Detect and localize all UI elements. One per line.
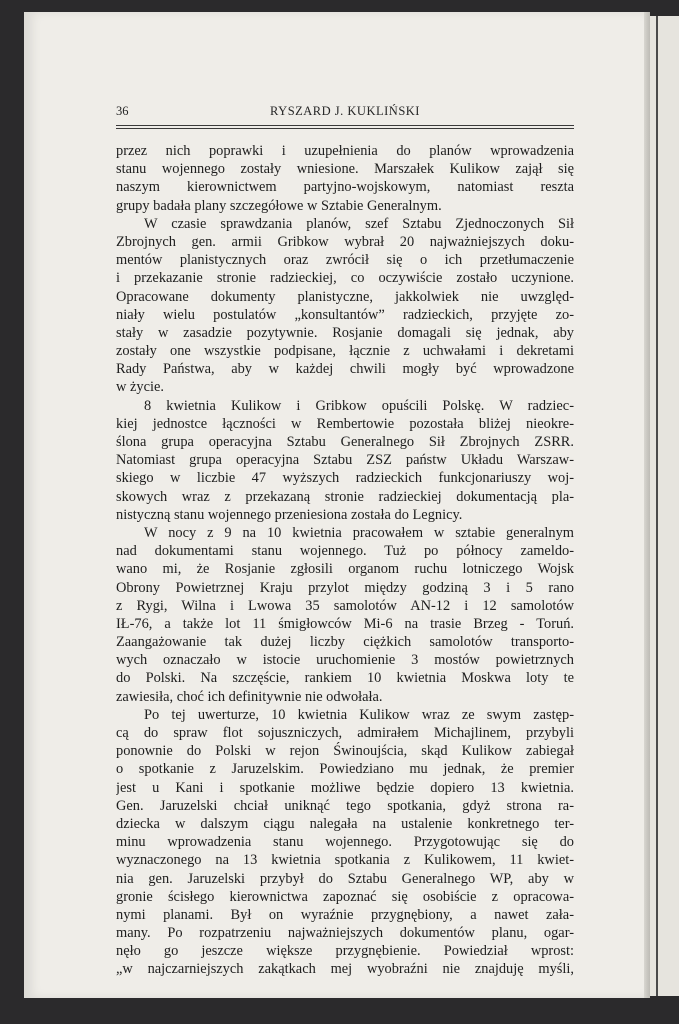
text-line: nia gen. Jaruzelski przybył do Sztabu Generalnego WP, aby w — [116, 870, 574, 887]
text-line: 8 kwietnia Kulikow i Gribkow opuścili Polskę. W radziec- — [144, 397, 574, 414]
text-line: wyznaczonego na 13 kwietnia spotkania z Kulikowem, 11 kwiet- — [116, 852, 574, 869]
text-line: przez nich poprawki i uzupełnienia do planów wprowadzenia — [116, 143, 574, 159]
text-line: stanu wojennego zostały wniesione. Marszałek Kulikow zajął się — [116, 161, 574, 178]
text-line: wych oznaczało w istocie uruchomienie 3 mostów powietrznych — [116, 652, 574, 669]
text-line: skowych wraz z przekazaną stronie radzieckiej dokumentacją pla- — [116, 488, 574, 505]
text-line: mentów planistycznych oraz zwrócił się o ich przetłumaczenie — [116, 252, 574, 269]
text-line: dziecka w dalszym ciągu nalegała na ustalenie konkretnego ter- — [116, 815, 574, 832]
text-line: Gen. Jaruzelski chciał uniknąć tego spotkania, gdyż strona ra- — [116, 797, 574, 814]
text-line: zostały one wszystkie podpisane, łącznie z uchwałami i dekretami — [116, 343, 574, 360]
page-number: 36 — [116, 104, 129, 118]
text-line: gronie ścisłego kierownictwa zapoznać się osobiście z opracowa- — [116, 888, 574, 905]
text-line: nymi planami. Był on wyraźnie przygnębiony, a nawet zała- — [116, 906, 574, 923]
text-line: nęło go jeszcze większe przygnębienie. Powiedział wprost: — [116, 943, 574, 960]
text-line: o spotkanie z Jaruzelskim. Powiedziano mu jednak, że premier — [116, 761, 574, 778]
text-line: jest u Kani i spotkanie możliwe będzie dopiero 13 kwietnia. — [116, 779, 574, 796]
text-line: z Rygi, Wilna i Lwowa 35 samolotów AN-12 i 12 samolotów — [116, 597, 574, 614]
text-line: ponownie do Polski w rejon Świnoujścia, skąd Kulikow zabiegał — [116, 743, 574, 760]
text-line: do Polski. Na szczęście, rankiem 10 kwietnia Moskwa loty te — [116, 670, 574, 687]
text-line: Natomiast grupa operacyjna Sztabu ZSZ państw Układu Warszaw- — [116, 452, 574, 469]
next-page-edge — [650, 16, 679, 996]
text-line: Po tej uwerturze, 10 kwietnia Kulikow wraz ze swym zastęp- — [144, 706, 574, 723]
text-line: w życie. — [116, 379, 164, 396]
text-line: i przekazanie stronie radzieckiej, co oczywiście zostało uczynione. — [116, 270, 574, 287]
body-text — [116, 142, 574, 979]
text-line: cą do spraw flot sojuszniczych, admirałem Michajlinem, przybyli — [116, 725, 574, 741]
text-line: IŁ-76, a także lot 11 śmigłowców Mi-6 na trasie Brzeg - Toruń. — [116, 615, 574, 632]
text-line: stały w zasadzie pozytywnie. Rosjanie domagali się jednak, aby — [116, 324, 574, 341]
text-line: nad dokumentami stanu wojennego. Tuż po północy zameldo- — [116, 543, 574, 560]
text-line: Opracowane dokumenty planistyczne, jakkolwiek nie uwzględ- — [116, 288, 574, 305]
text-line: zawiesiła, choć ich definitywnie nie odwołała. — [116, 688, 383, 705]
text-line: Zbrojnych gen. armii Gribkow wybrał 20 najważniejszych doku- — [116, 233, 574, 250]
header-rule — [116, 125, 574, 129]
text-line: many. Po rozpatrzeniu najważniejszych dokumentów planu, ogar- — [116, 925, 574, 942]
text-line: W czasie sprawdzania planów, szef Sztabu Zjednoczonych Sił — [144, 215, 574, 232]
text-line: Rady Państwa, aby w każdej chwili mogły być wprowadzone — [116, 361, 574, 378]
page-edge-line — [656, 16, 658, 996]
text-line: W nocy z 9 na 10 kwietnia pracowałem w sztabie generalnym — [144, 524, 574, 541]
running-head: RYSZARD J. KUKLIŃSKI — [270, 104, 420, 118]
text-line: skiego w liczbie 47 wyższych radzieckich funkcjonariuszy woj- — [116, 470, 574, 487]
text-line: naszym kierownictwem partyjno-wojskowym, natomiast reszta — [116, 179, 574, 196]
text-line: „w najczarniejszych zakątkach mej wyobraźni nie znajduję myśli, — [116, 961, 574, 978]
text-line: Obrony Powietrznej Kraju przylot między godziną 3 i 5 rano — [116, 579, 574, 596]
text-line: kiej jednostce łączności w Rembertowie pozostała bliżej nieokre- — [116, 415, 574, 432]
text-line: ślona grupa operacyjna Sztabu Generalnego Sił Zbrojnych ZSRR. — [116, 434, 574, 450]
text-line: nistyczną stanu wojennego przeniesiona została do Legnicy. — [116, 506, 463, 523]
text-line: minu wprowadzenia stanu wojennego. Przygotowując się do — [116, 834, 574, 851]
text-line: grupy badała plany szczegółowe w Sztabie Generalnym. — [116, 197, 442, 214]
text-line: niały wielu postulatów „konsultantów” radzieckich, przyjęte zo- — [116, 306, 574, 323]
text-line: Zaangażowanie tak dużej liczby ciężkich samolotów transporto- — [116, 634, 574, 651]
text-line: wano mi, że Rosjanie zgłosili organom ruchu lotniczego Wojsk — [116, 561, 574, 578]
